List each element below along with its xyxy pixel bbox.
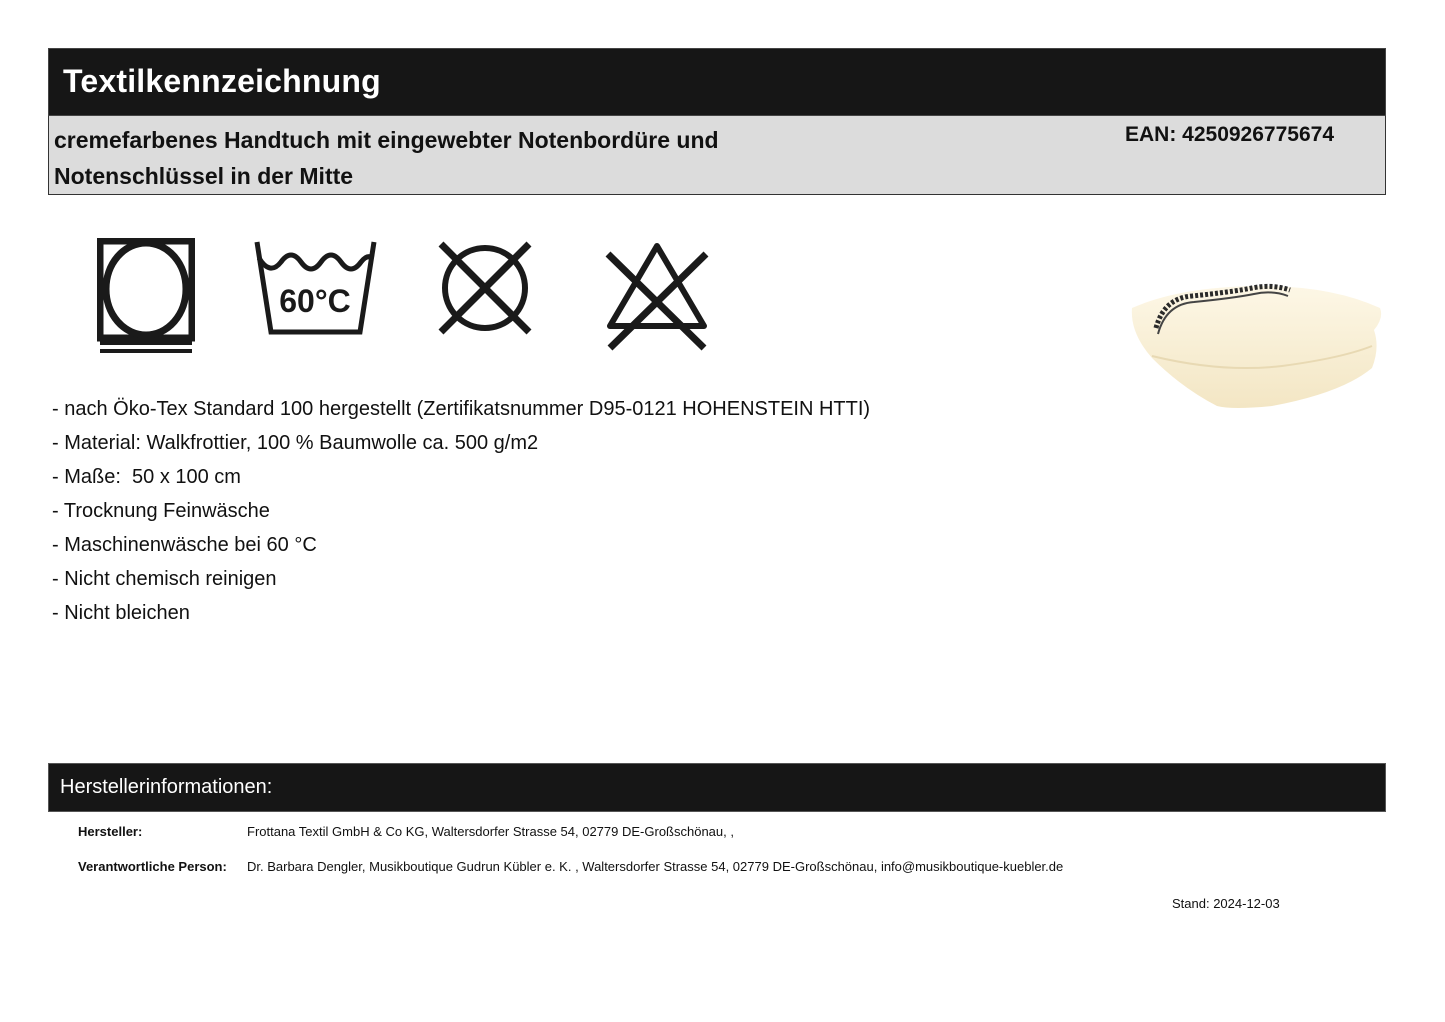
feature-item: - Material: Walkfrottier, 100 % Baumwolle ca. 500 g/m2 (52, 432, 539, 454)
svg-text:60°C: 60°C (279, 283, 351, 319)
feature-item: - Nicht bleichen (52, 602, 190, 624)
product-description: cremefarbenes Handtuch mit eingewebter Notenbordüre und Notenschlüssel in der Mitte (54, 127, 719, 189)
no-bleach-icon (600, 238, 715, 353)
manufacturer-label: Hersteller: (78, 824, 143, 839)
document-date: Stand: 2024-12-03 (1172, 896, 1280, 911)
feature-item: - Nicht chemisch reinigen (52, 568, 277, 590)
responsible-person-label: Verantwortliche Person: (78, 859, 227, 874)
product-header (48, 116, 1386, 195)
title-bar (48, 48, 1386, 116)
feature-list (52, 392, 870, 630)
no-dry-clean-icon (435, 238, 535, 338)
wash-60-icon (253, 238, 378, 336)
feature-item: - Maschinenwäsche bei 60 °C (52, 534, 317, 556)
feature-item: - nach Öko-Tex Standard 100 hergestellt (Zertifikatsnummer D95-0121 HOHENSTEIN HTTI) (52, 398, 871, 420)
feature-item: - Trocknung Feinwäsche (52, 500, 270, 522)
towel-image (1122, 278, 1392, 413)
responsible-person-value: Dr. Barbara Dengler, Musikboutique Gudrun Kübler e. K. , Waltersdorfer Strasse 54, 02779 DE-Großschönau, info@musikboutique-kuebler.de (247, 859, 1064, 874)
tumble-dry-gentle-icon (97, 238, 195, 356)
feature-item: - Maße: 50 x 100 cm (52, 466, 241, 488)
page-title: Textilkennzeichnung (63, 63, 381, 99)
manufacturer-header (48, 763, 1386, 812)
ean-code: EAN: 4250926775674 (1125, 123, 1334, 146)
manufacturer-section-title: Herstellerinformationen: (60, 776, 273, 798)
manufacturer-value: Frottana Textil GmbH & Co KG, Waltersdorfer Strasse 54, 02779 DE-Großschönau, , (247, 824, 734, 839)
